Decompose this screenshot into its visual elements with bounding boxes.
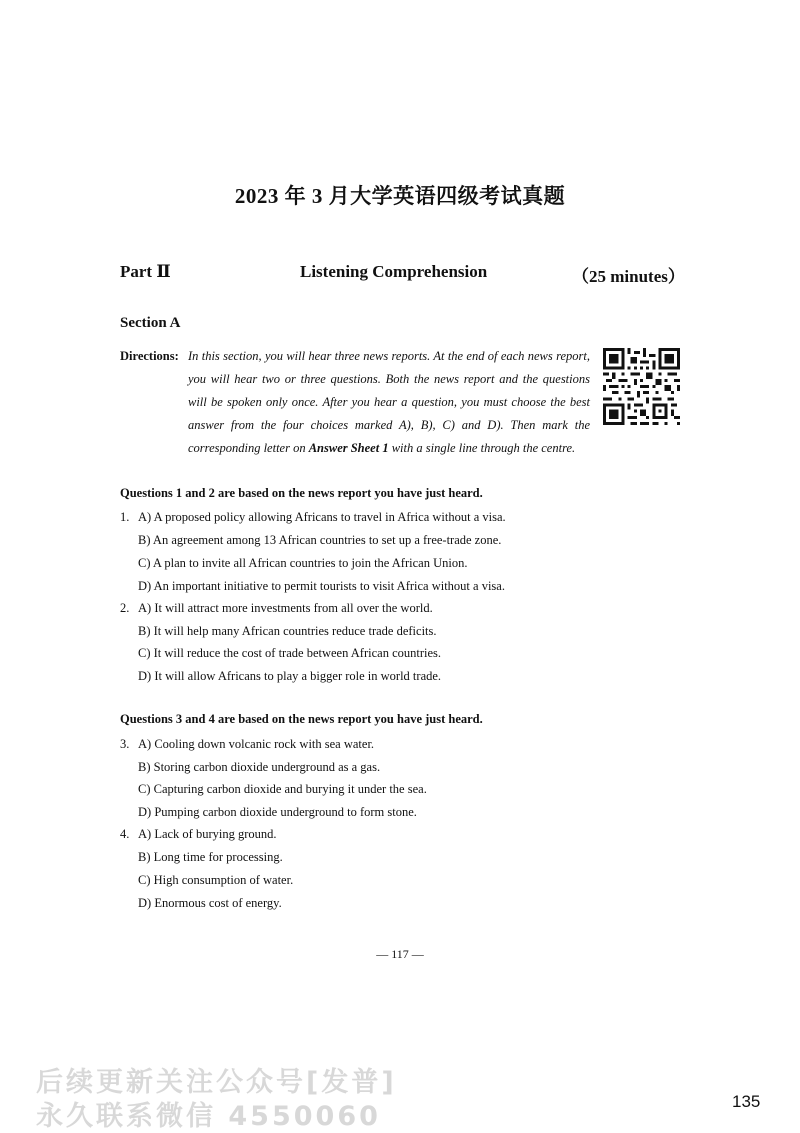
answer-option: C) It will reduce the cost of trade between African countries. xyxy=(138,646,442,660)
answer-option: A) Lack of burying ground. xyxy=(138,827,277,841)
answer-option: C) High consumption of water. xyxy=(138,873,294,887)
question-number: 3. xyxy=(120,737,130,751)
answer-option: B) An agreement among 13 African countries to set up a free-trade zone. xyxy=(138,533,502,547)
question-number: 2. xyxy=(120,601,130,615)
directions-text xyxy=(188,345,590,460)
answer-sheet-label: Answer Sheet 1 xyxy=(308,441,389,455)
part-label: Part Ⅱ xyxy=(120,262,171,281)
answer-option: D) Enormous cost of energy. xyxy=(138,896,282,910)
question-number: 4. xyxy=(120,827,130,841)
question-number: 1. xyxy=(120,510,130,524)
answer-option: B) Storing carbon dioxide underground as a gas. xyxy=(138,760,381,774)
answer-option: B) Long time for processing. xyxy=(138,850,283,864)
qr-code-icon xyxy=(603,348,680,425)
answer-option: A) Cooling down volcanic rock with sea water. xyxy=(138,737,375,751)
page-title: 2023 年 3 月大学英语四级考试真题 xyxy=(234,184,566,208)
page-number: — 117 — xyxy=(376,947,424,961)
part-name: Listening Comprehension xyxy=(300,262,488,281)
answer-option: A) It will attract more investments from all over the world. xyxy=(138,601,433,615)
scan-page-number: 135 xyxy=(732,1092,761,1111)
directions-label: Directions: xyxy=(120,349,179,363)
part-time: （25 minutes） xyxy=(572,267,685,286)
answer-option: D) It will allow Africans to play a bigger role in world trade. xyxy=(138,669,442,683)
watermark-line-2: 永久联系微信 4550060 xyxy=(36,1101,381,1132)
section-heading: Section A xyxy=(120,315,181,331)
answer-option: D) An important initiative to permit tourists to visit Africa without a visa. xyxy=(138,579,505,593)
directions-text-after: with a single line through the centre. xyxy=(388,441,576,455)
answer-option: A) A proposed policy allowing Africans to travel in Africa without a visa. xyxy=(138,510,506,524)
answer-option: D) Pumping carbon dioxide underground to form stone. xyxy=(138,805,417,819)
answer-option: C) Capturing carbon dioxide and burying it under the sea. xyxy=(138,782,427,796)
watermark-line-1: 后续更新关注公众号[发普] xyxy=(36,1067,397,1098)
answer-option: C) A plan to invite all African countries to join the African Union. xyxy=(138,556,468,570)
directions-text-before: In this section, you will hear three news reports. At the end of each news report, you will hear two or three questions. Both the news report and the questions will be spoken only once. After you hear a question, you must choose the best answer from the four choices marked A), B), C) and D). Then mark the corresponding letter on xyxy=(188,349,590,455)
question-group-header: Questions 3 and 4 are based on the news report you have just heard. xyxy=(120,712,483,726)
answer-option: B) It will help many African countries reduce trade deficits. xyxy=(138,624,437,638)
question-group-header: Questions 1 and 2 are based on the news report you have just heard. xyxy=(120,486,483,500)
